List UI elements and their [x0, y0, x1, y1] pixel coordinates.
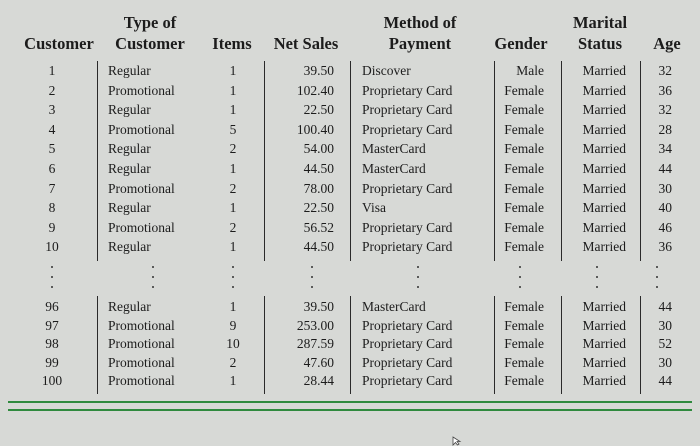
header-payment-line1: Method of [383, 13, 457, 32]
cell-payment: Proprietary Card [362, 336, 453, 352]
cell-items: 2 [229, 354, 237, 370]
cell-age: 44 [658, 299, 672, 314]
ellipsis-dot [311, 266, 313, 268]
ellipsis-dot [51, 276, 53, 278]
ellipsis-dot [417, 276, 419, 278]
ellipsis-dot [311, 276, 313, 278]
cell-net-sales: 54.00 [303, 141, 334, 157]
cell-items: 1 [229, 63, 237, 78]
ellipsis-dot [311, 286, 313, 288]
cell-marital: Married [582, 180, 626, 196]
cell-marital: Married [582, 336, 626, 352]
cell-payment: Proprietary Card [362, 180, 453, 196]
cell-age: 30 [658, 354, 672, 370]
cell-gender: Female [504, 121, 544, 137]
cell-net-sales: 102.40 [296, 82, 334, 98]
cell-type: Promotional [108, 373, 175, 389]
cell-customer: 96 [45, 299, 59, 314]
cell-net-sales: 28.44 [303, 373, 334, 389]
cell-marital: Married [582, 200, 626, 216]
cell-customer: 7 [48, 180, 56, 196]
cell-gender: Female [504, 219, 544, 235]
footer-rule [8, 409, 692, 411]
cell-customer: 97 [45, 317, 59, 333]
cell-type: Regular [108, 141, 151, 157]
cell-net-sales: 253.00 [296, 317, 334, 333]
cell-payment: Proprietary Card [362, 373, 453, 389]
ellipsis-dot [51, 266, 53, 268]
cell-age: 34 [658, 141, 672, 157]
cell-payment: Proprietary Card [362, 121, 453, 137]
cell-type: Promotional [108, 82, 175, 98]
cell-gender: Female [504, 354, 544, 370]
cell-net-sales: 287.59 [296, 336, 334, 352]
cell-gender: Female [504, 82, 544, 98]
cell-age: 52 [658, 336, 672, 352]
cell-type: Regular [108, 102, 151, 118]
cell-items: 1 [229, 299, 237, 314]
cell-customer: 5 [48, 141, 56, 157]
cell-type: Promotional [108, 354, 175, 370]
ellipsis-dot [152, 276, 154, 278]
header-marital-line1: Marital [572, 13, 628, 32]
cell-payment: Discover [362, 63, 411, 78]
cell-customer: 9 [48, 219, 56, 235]
cell-type: Regular [108, 299, 151, 314]
ellipsis-dot [152, 286, 154, 288]
cell-gender: Female [504, 373, 544, 389]
cell-gender: Female [504, 299, 544, 314]
cell-items: 1 [229, 102, 237, 118]
cell-gender: Female [504, 102, 544, 118]
cell-items: 9 [229, 317, 237, 333]
cell-type: Regular [108, 63, 151, 78]
cell-type: Promotional [108, 317, 175, 333]
cell-items: 2 [229, 219, 237, 235]
ellipsis-dot [656, 276, 658, 278]
cell-customer: 1 [48, 63, 56, 78]
cell-payment: MasterCard [362, 141, 426, 157]
cell-items: 10 [226, 336, 240, 352]
cell-customer: 8 [48, 200, 56, 216]
cell-age: 32 [658, 63, 672, 78]
cell-marital: Married [582, 354, 626, 370]
cell-customer: 6 [48, 161, 56, 176]
divider-payment-bottom [350, 296, 351, 394]
cell-gender: Female [504, 161, 544, 176]
cell-items: 5 [229, 121, 237, 137]
ellipsis-dot [51, 286, 53, 288]
cell-net-sales: 100.40 [296, 121, 334, 137]
cell-type: Regular [108, 200, 151, 216]
divider-payment-top [350, 61, 351, 261]
cell-marital: Married [582, 102, 626, 118]
cell-age: 32 [658, 102, 672, 118]
cell-age: 40 [658, 200, 672, 216]
cell-age: 36 [658, 82, 672, 98]
divider-type-top [97, 61, 98, 261]
cell-customer: 100 [41, 373, 63, 389]
cell-net-sales: 22.50 [303, 200, 334, 216]
cell-gender: Male [516, 63, 544, 78]
cell-payment: Proprietary Card [362, 82, 453, 98]
header-items: Items [212, 34, 252, 53]
cell-items: 2 [229, 141, 237, 157]
cell-age: 46 [658, 219, 672, 235]
header-payment-line2: Payment [388, 34, 452, 53]
header-customer: Customer [24, 34, 94, 53]
cell-gender: Female [504, 200, 544, 216]
cell-customer: 98 [45, 336, 59, 352]
header-age: Age [653, 34, 681, 53]
ellipsis-dot [519, 266, 521, 268]
cell-age: 30 [658, 180, 672, 196]
ellipsis-dot [232, 286, 234, 288]
cell-type: Regular [108, 239, 151, 255]
cell-net-sales: 78.00 [303, 180, 334, 196]
cell-age: 44 [658, 373, 672, 389]
cell-marital: Married [582, 239, 626, 255]
cell-payment: MasterCard [362, 161, 426, 176]
cell-net-sales: 44.50 [303, 161, 334, 176]
cell-marital: Married [582, 82, 626, 98]
ellipsis-dot [656, 266, 658, 268]
cell-gender: Female [504, 239, 544, 255]
ellipsis-dot [656, 286, 658, 288]
cell-type: Regular [108, 161, 151, 176]
footer-rule [8, 401, 692, 403]
cell-type: Promotional [108, 180, 175, 196]
divider-net-top [264, 61, 265, 261]
cell-age: 44 [658, 161, 672, 176]
cell-gender: Female [504, 180, 544, 196]
cell-gender: Female [504, 317, 544, 333]
cell-marital: Married [582, 121, 626, 137]
cell-items: 1 [229, 373, 237, 389]
cell-payment: Proprietary Card [362, 354, 453, 370]
cell-items: 1 [229, 239, 237, 255]
cell-items: 1 [229, 161, 237, 176]
cell-customer: 3 [48, 102, 56, 118]
cell-payment: Proprietary Card [362, 102, 453, 118]
ellipsis-dot [596, 276, 598, 278]
cell-marital: Married [582, 373, 626, 389]
ellipsis-dot [417, 286, 419, 288]
cell-type: Promotional [108, 219, 175, 235]
cell-customer: 4 [48, 121, 56, 137]
ellipsis-dot [152, 266, 154, 268]
header-type-line1: Type of [123, 13, 177, 32]
cell-payment: Proprietary Card [362, 219, 453, 235]
cell-payment: Proprietary Card [362, 239, 453, 255]
cell-payment: MasterCard [362, 299, 426, 314]
header-type-line2: Customer [115, 34, 185, 53]
cell-gender: Female [504, 141, 544, 157]
header-net-sales: Net Sales [273, 34, 339, 53]
cell-payment: Visa [362, 200, 386, 216]
cell-net-sales: 39.50 [303, 63, 334, 78]
header-gender: Gender [494, 34, 548, 53]
divider-net-bottom [264, 296, 265, 394]
ellipsis-dot [232, 276, 234, 278]
cell-net-sales: 39.50 [303, 299, 334, 314]
cell-gender: Female [504, 336, 544, 352]
cell-items: 2 [229, 180, 237, 196]
ellipsis-dot [519, 276, 521, 278]
cell-age: 28 [658, 121, 672, 137]
ellipsis-dot [232, 266, 234, 268]
cell-net-sales: 44.50 [303, 239, 334, 255]
cell-net-sales: 22.50 [303, 102, 334, 118]
cell-type: Promotional [108, 121, 175, 137]
cell-marital: Married [582, 219, 626, 235]
cell-payment: Proprietary Card [362, 317, 453, 333]
ellipsis-dot [417, 266, 419, 268]
ellipsis-dot [596, 266, 598, 268]
mouse-cursor-icon [452, 436, 464, 446]
cell-marital: Married [582, 63, 626, 78]
cell-marital: Married [582, 161, 626, 176]
cell-customer: 99 [45, 354, 59, 370]
cell-marital: Married [582, 141, 626, 157]
cell-age: 30 [658, 317, 672, 333]
cell-items: 1 [229, 200, 237, 216]
cell-customer: 2 [48, 82, 56, 98]
cell-type: Promotional [108, 336, 175, 352]
divider-type-bottom [97, 296, 98, 394]
ellipsis-dot [519, 286, 521, 288]
cell-items: 1 [229, 82, 237, 98]
header-marital-line2: Status [577, 34, 622, 53]
cell-net-sales: 47.60 [303, 354, 334, 370]
cell-customer: 10 [45, 239, 59, 255]
cell-age: 36 [658, 239, 672, 255]
cell-marital: Married [582, 317, 626, 333]
cell-net-sales: 56.52 [303, 219, 334, 235]
ellipsis-dot [596, 286, 598, 288]
cell-marital: Married [582, 299, 626, 314]
